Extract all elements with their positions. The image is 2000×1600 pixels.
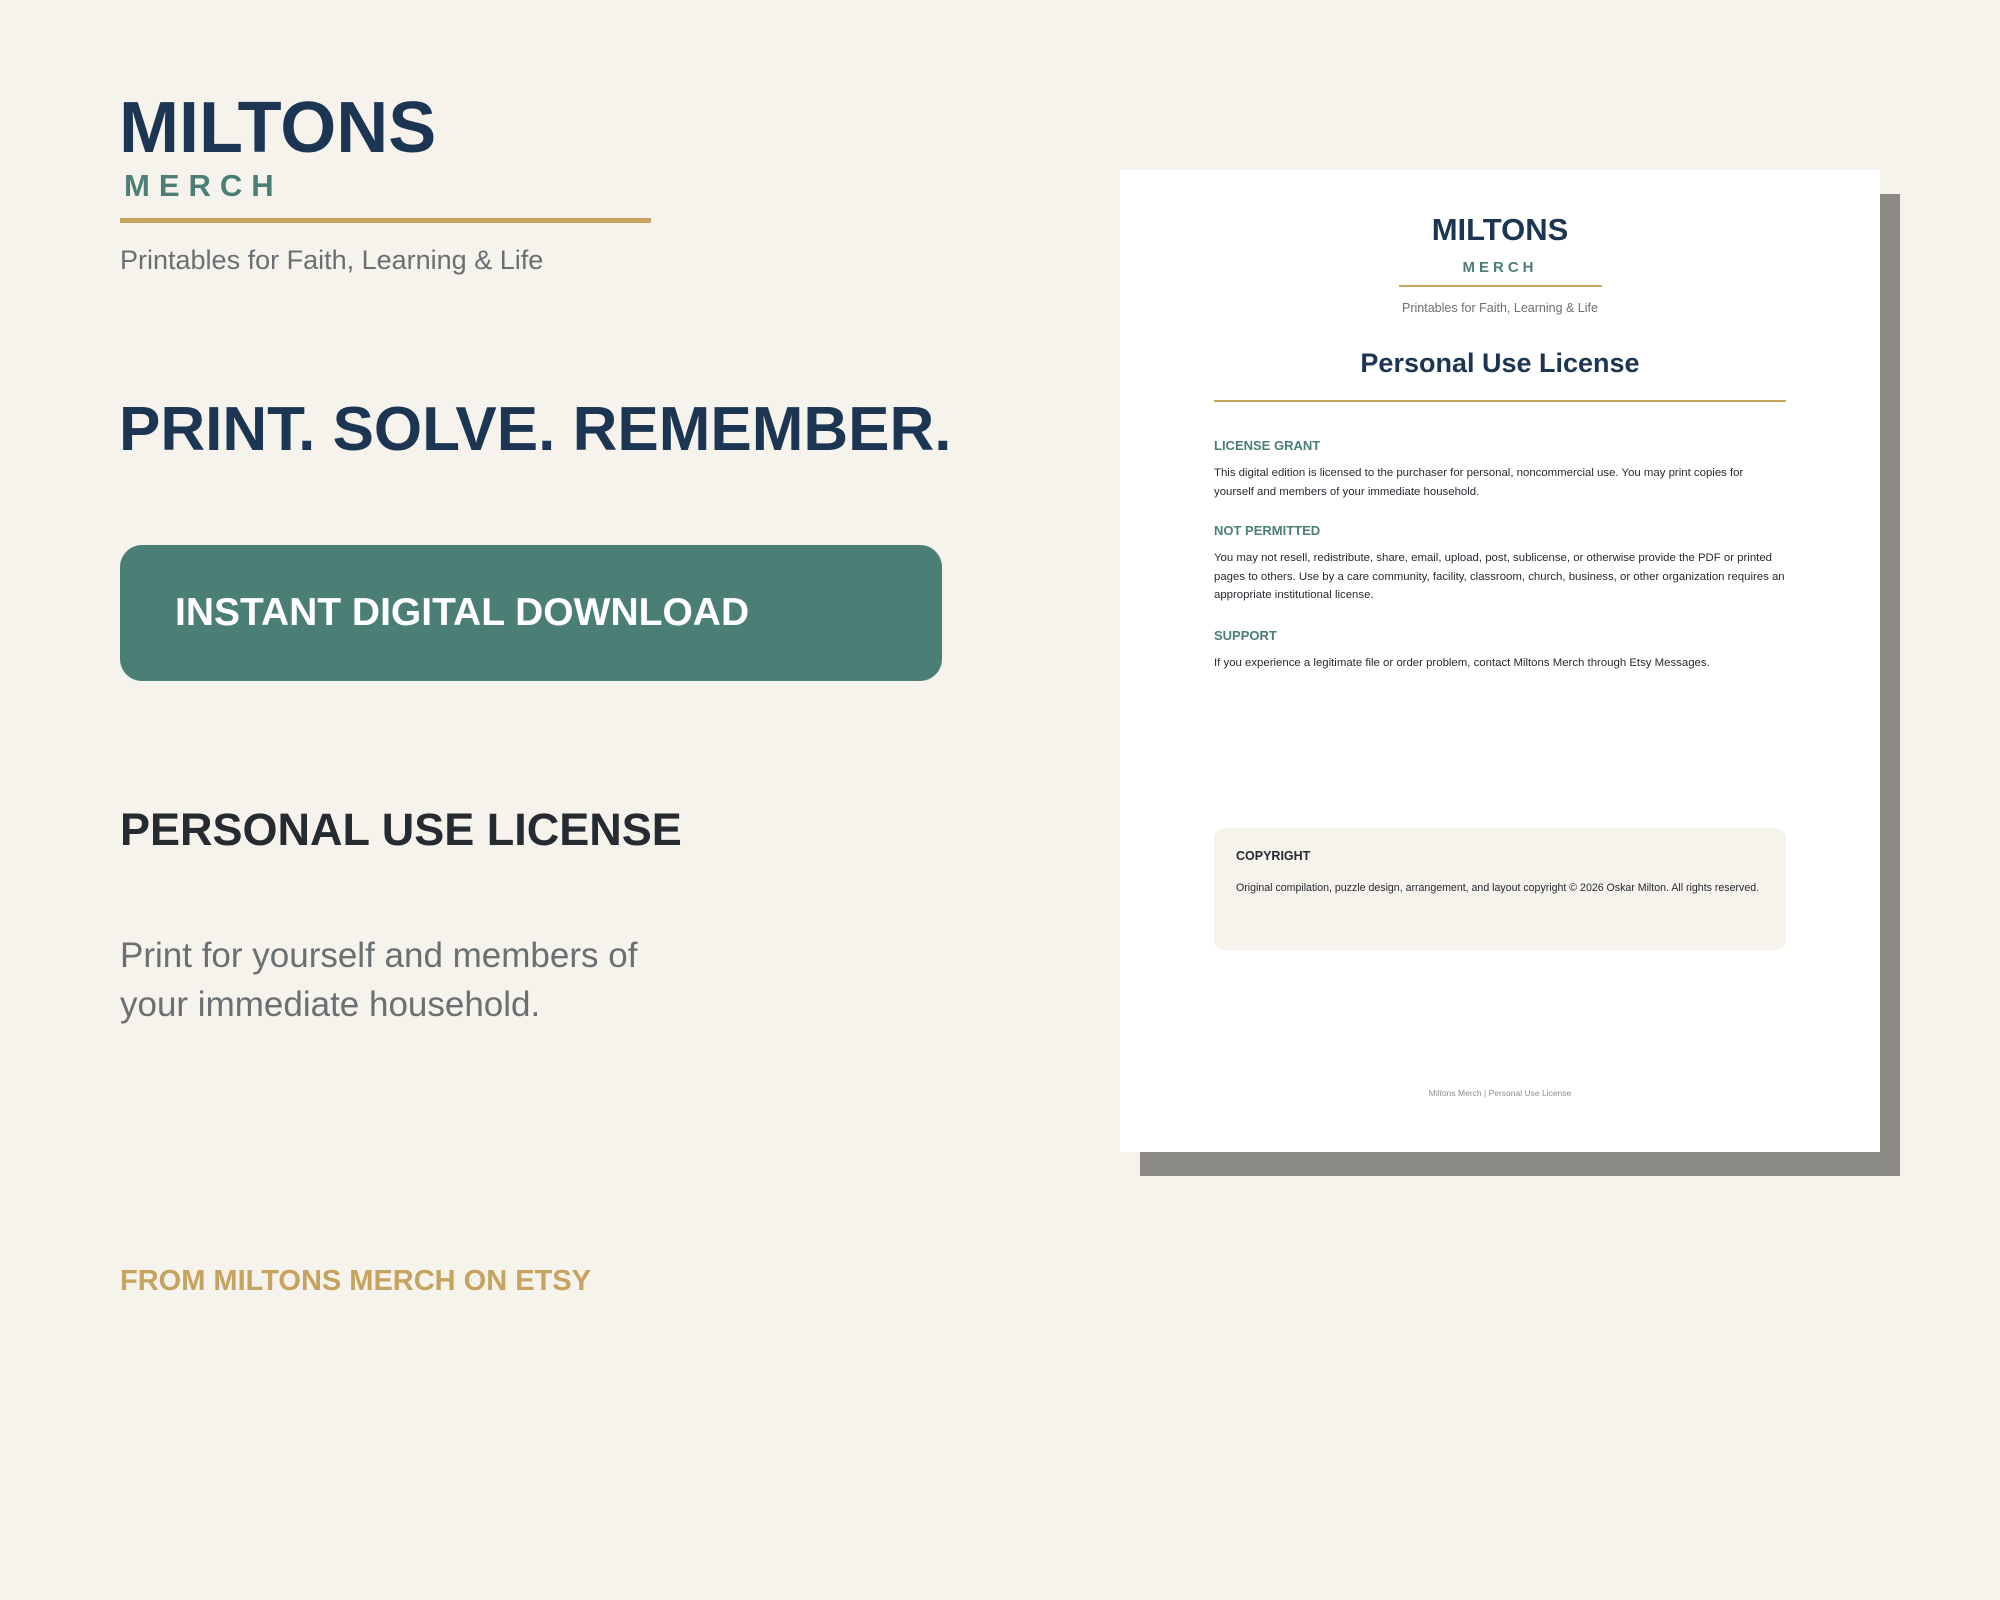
- doc-copyright-box: [1214, 828, 1786, 950]
- doc-brand-divider: [1399, 285, 1602, 287]
- section-title: PERSONAL USE LICENSE: [120, 804, 682, 855]
- instant-download-button[interactable]: INSTANT DIGITAL DOWNLOAD: [120, 545, 942, 681]
- license-description: Print for yourself and members of your immediate household.: [120, 936, 638, 1024]
- brand-name: MILTONS: [119, 88, 437, 168]
- doc-section-not-permitted: [1214, 523, 1786, 605]
- doc-section-heading: LICENSE GRANT: [1214, 438, 1321, 453]
- doc-section-license-grant: [1214, 438, 1786, 501]
- license-document-preview: [1120, 170, 1880, 1152]
- doc-title-divider: [1214, 400, 1786, 402]
- doc-section-body: This digital edition is licensed to the purchaser for personal, noncommercial use. You may print copies for yourself and members of your immediate household.: [1214, 467, 1744, 498]
- doc-section-body: If you experience a legitimate file or order problem, contact Miltons Merch through Etsy Messages.: [1214, 657, 1710, 669]
- doc-copyright-heading: COPYRIGHT: [1236, 849, 1311, 863]
- doc-section-heading: NOT PERMITTED: [1214, 523, 1321, 538]
- doc-section-support: [1214, 628, 1786, 673]
- doc-section-body: You may not resell, redistribute, share, email, upload, post, sublicense, or otherwise provide the PDF or printed pages to others. Use by a care community, facility, classroom, church, business, or other organization requires an appropriate institutional license.: [1214, 552, 1785, 601]
- brand-sub: MERCH: [124, 168, 283, 203]
- brand-divider: [120, 218, 651, 223]
- etsy-source-note: FROM MILTONS MERCH ON ETSY: [120, 1265, 591, 1297]
- doc-section-heading: SUPPORT: [1214, 628, 1277, 643]
- doc-title: Personal Use License: [1360, 348, 1640, 378]
- doc-copyright-body: Original compilation, puzzle design, arrangement, and layout copyright © 2026 Oskar Milton. All rights reserved.: [1236, 882, 1760, 894]
- doc-tagline: Printables for Faith, Learning & Life: [1402, 301, 1598, 315]
- doc-brand-name: MILTONS: [1431, 212, 1569, 247]
- headline: PRINT. SOLVE. REMEMBER.: [119, 395, 952, 464]
- brand-tagline: Printables for Faith, Learning & Life: [120, 245, 544, 275]
- doc-brand-sub: MERCH: [1462, 259, 1538, 276]
- doc-footer: Miltons Merch | Personal Use License: [1428, 1088, 1572, 1098]
